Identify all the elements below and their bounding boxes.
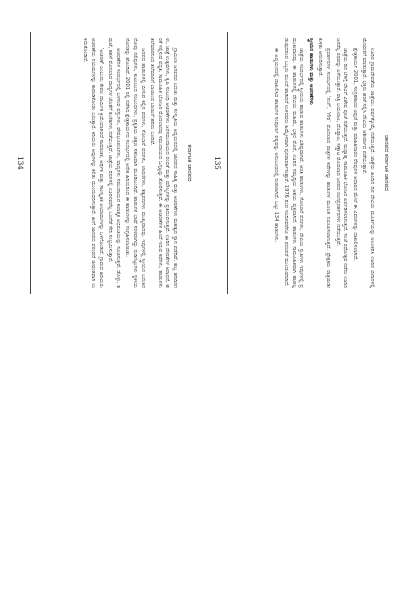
paragraph: ಗ್ರಾಮೀಣ ಜನಪದರ ಬದುಕು ಮತ್ತು ಸಂಸ್ಕೃತಿಯ ಅಧ್ಯಯನದಲ್ಲಿ ಜಾನಪದ ಸಾಹಿತ್ಯ ಮತ್ತು ಆಚರಣೆಗಳು ಮಹತ್ವದ ಸ್ಥಾನ ಪಡೆದಿವೆ. ಹಬ್ಬ ಹರಿದಿನಗಳು, ಜಾತ್ರೆ ಉತ್ಸವಗಳು, ಕೃಷಿ ಸಂಬಂಧಿ ಆಚರಣೆಗಳು ಜನಸಮುದಾಯದ ನಂಬಿಕೆ ಮತ್ತು ಮೌಲ್ಯಗಳನ್ನು ಪ್ರತಿಬಿಂಬಿಸುತ್ತವೆ. ಊರಿನ ದೇವತೆಗಳ ಆರಾಧನೆ, ಹರಕೆ ಸಲ್ಲಿಸುವ ಪದ್ಧತಿ, ಸಾಮೂಹಿಕ ಭೋಜನ ಮೊದಲಾದವು ಸಮುದಾಯದ ಒಗ್ಗಟ್ಟನ್ನು ತೋರಿಸುತ್ತವೆ. ಈ ಆಚರಣೆಗಳ ಹಿಂದೆ ಇರುವ ಕಥೆಗಳು, ಹಾಡುಗಳು ತಲೆಮಾರಿನಿಂದ ತಲೆಮಾರಿಗೆ ಬಾಯಿಂದ ಬಾಯಿಗೆ ಹರಿದು ಬಂದಿವೆ. — [149, 38, 178, 288]
page-body — [34, 38, 178, 288]
paragraph: ಊರಿನ ಗ್ರಾಮದೇವತೆಯ ಜಾತ್ರೆಯು ವರ್ಷಕ್ಕೊಮ್ಮೆ ನಡೆಯುತ್ತದೆ. ಜಾತ್ರೆಯ ಹಿಂದಿನ ದಿನ ದೇವಿಯ ಮೂರ್ತಿಯನ್ನು ಅಲಂಕರಿಸಿ ಊರಿನ ಬೀದಿಗಳಲ್ಲಿ ಮೆರವಣಿಗೆ ಮಾಡುತ್ತಾರೆ. ಭಕ್ತರು ಹರಕೆ ಸಲ್ಲಿಸಿ ದೇವಿಯ ಆಶೀರ್ವಾದ ಪಡೆಯುತ್ತಾರೆ. — [361, 38, 375, 288]
page-header: ಜಾನಪದ ಕರ್ನಾಟಕ ಜಾನಪದ — [383, 134, 390, 192]
footer-rule — [30, 32, 31, 294]
paragraph: ಈ ಅಧ್ಯಯನದಲ್ಲಿ ದಾಖಲಿಸಿದ ಹಾಡುಗಳ ಸಂಪೂರ್ಣ ಪಠ್ಯವನ್ನು ಅನುಬಂಧದಲ್ಲಿ ನೀಡಲಾಗಿದೆ. ಒಟ್ಟು 134 ಹಾಡುಗಳು. — [273, 48, 280, 243]
paragraph: ಕ್ಷೇತ್ರಕಾರ್ಯ 2001, ಸಂಗ್ರಹಕಾರರ ಟಿಪ್ಪಣಿ ಮತ್ತು ಮಾಹಿತಿದಾರರ ನೆನಪುಗಳ ಆಧಾರದ ಮೇಲೆ ಈ ವಿವರಗಳನ್ನು ದಾಖಲಿಸಲಾಗಿದೆ. — [351, 48, 358, 261]
section-heading: ಸ್ತ್ರೀಯರ ಹಾಡುಗಳು ಮತ್ತು ಆಚರಣೆಗಳು — [307, 38, 314, 105]
paragraph: ಜನಪದ ಹಾಡುಗಳಲ್ಲಿ ಬೀಸುವ ಕಲ್ಲಿನ ಪದಗಳು, ಸೋಬಾನೆ ಪದಗಳು, ಲಾವಣಿಗಳು, ತತ್ವಪದಗಳು ಮುಖ್ಯವಾದವು. ಇವುಗಳಲ್ಲಿ ಸ್ತ್ರೀಯರ ಬದುಕಿನ ನೋವು ನಲಿವುಗಳು, ಕುಟುಂಬದ ಸಂಬಂಧಗಳು, ಪ್ರಕೃತಿಯ ಚಿತ್ರಣ ಸಹಜವಾಗಿ ಮೂಡಿಬಂದಿವೆ. ಹಾಡುಗಳ ಭಾಷೆ ಸರಳವಾಗಿದ್ದು ನುಡಿಗಟ್ಟುಗಳು ಸ್ಥಳೀಯ ಸೊಗಡನ್ನು ಹೊಂದಿವೆ. 2001 ರಲ್ಲಿ ನಡೆಸಿದ ಕ್ಷೇತ್ರಕಾರ್ಯದ ಸಂದರ್ಭದಲ್ಲಿ ಅನೇಕ ಹಿರಿಯರಿಂದ ಈ ಹಾಡುಗಳನ್ನು ಸಂಗ್ರಹಿಸಲಾಯಿತು. — [124, 38, 146, 288]
page-right — [211, 32, 393, 294]
page-left — [14, 32, 196, 294]
paragraph: 'ಆಚರಣೆ' ಎಂಬುದು ಕೇವಲ ಧಾರ್ಮಿಕ ಕ್ರಿಯೆಯಾಗಿರದೆ ಸಾಮಾಜಿಕ, ಆರ್ಥಿಕ ಮತ್ತು ಸಾಂಸ್ಕೃತಿಕ ಆಯಾಮಗಳನ್ನು ಒಳಗೊಂಡಿದೆ. ಗ್ರಾಮದ ಹಿರಿಯರು ಆಚರಣೆಯ ನಿಯಮಗಳನ್ನು ಕಾಪಾಡಿಕೊಂಡು ಬರುತ್ತಾರೆ. ಕಿರಿಯರು ಅವುಗಳನ್ನು ಕಲಿತು ಮುಂದುವರಿಸುತ್ತಾರೆ. ಹೀಗೆ ಜಾನಪದ ಪರಂಪರೆ ಜೀವಂತವಾಗಿ ಉಳಿದುಕೊಂಡಿದೆ. — [82, 38, 104, 288]
paragraph: ಜಾತ್ರೆಯ ಸಂದರ್ಭದಲ್ಲಿ ಸ್ತ್ರೀಯರು ಹಾಡುವ ಹಾಡುಗಳು ವಿಶಿಷ್ಟವಾಗಿವೆ. ಆರತಿ ಹಾಡುಗಳು, ಸೋಬಾನೆ ಪದಗಳು, ದೇವಿಯ ಸ್ತುತಿಗಳು ಇವುಗಳಲ್ಲಿ ಪ್ರಮುಖವಾದವು. ಈ ಹಾಡುಗಳಲ್ಲಿ ದೇವಿಯ ಮಹಿಮೆ, ಭಕ್ತರ ಮೊರೆ, ಊರಿನ ಸಮೃದ್ಧಿಯ ಆಶಯ ವ್ಯಕ್ತವಾಗಿದೆ. ಹಾಡುಗಳು ಸಾಮೂಹಿಕವಾಗಿ ಹಾಡಲ್ಪಡುವುದರಿಂದ ಒಬ್ಬರು ಮುಂದೆ ಹಾಡಿದರೆ ಉಳಿದವರು ಹಿಮ್ಮೇಳವಾಗಿ ಪುನರಾವರ್ತಿಸುತ್ತಾರೆ. 1976 ರಿಂದ ಇಂದಿನವರೆಗೂ ಈ ಪರಂಪರೆ ಮುಂದುವರಿದಿದೆ. — [283, 38, 305, 288]
page-number: 135 — [213, 156, 221, 170]
page-header: ಕರ್ನಾಟಕ ಜಾನಪದ — [186, 144, 193, 182]
footer-rule — [227, 32, 228, 294]
paragraph: ಜಾತ್ರೆಯ ದಿನ ಬೆಳಿಗ್ಗೆ ದೇವಿಗೆ ವಿಶೇಷ ಪೂಜೆ ನಡೆಯುತ್ತದೆ. ಮಧ್ಯಾಹ್ನ ಸಾಮೂಹಿಕ ಭೋಜನ ಏರ್ಪಡಿಸಲಾಗುತ್ತದೆ. ಸಂಜೆ ರಥೋತ್ಸವ ನಡೆದು ಊರಿನ ಜನರೆಲ್ಲ ರಥವನ್ನು ಎಳೆಯುತ್ತಾರೆ. ರಾತ್ರಿ ಬಯಲಾಟ, ದೊಡ್ಡಾಟ, ಸಣ್ಣಾಟ ಮೊದಲಾದ ಜನಪದ ರಂಗಪ್ರದರ್ಶನಗಳು ನಡೆಯುತ್ತವೆ. — [334, 38, 349, 288]
paragraph: ಪ್ರದರ್ಶನಗಳ ಸಂದರ್ಭದಲ್ಲಿ 'ಗಂಗೆ', 'ಗೌರಿ' ಮೊದಲಾದ ಪಾತ್ರಗಳ ಕಥೆಗಳನ್ನು ಹಾಡುಗಳ ಮೂಲಕ ನಿರೂಪಿಸಲಾಗುತ್ತದೆ. ಪ್ರೇಕ್ಷಕರು ರಾತ್ರಿಯಿಡೀ ಕುಳಿತು ಆನಂದಿಸುತ್ತಾರೆ. — [317, 38, 332, 288]
page-body — [231, 38, 375, 288]
paragraph: ಆಚರಣೆಗಳ ಸಂದರ್ಭದಲ್ಲಿ ಬಳಸುವ ವಸ್ತುಗಳು, ವೇಷಭೂಷಣಗಳು, ವಾದ್ಯಗಳು ಸಮುದಾಯದ ಕಲಾತ್ಮಕ ಅಭಿರುಚಿಯನ್ನು ಸೂಚಿಸುತ್ತವೆ. ಡೊಳ್ಳು, ತಮಟೆ, ಕಹಳೆ ಮೊದಲಾದ ವಾದ್ಯಗಳ ಜೊತೆಗೆ ಕುಣಿತಗಳು ನಡೆಯುತ್ತವೆ. ಜಾತ್ರೆಯ ದಿನಗಳಲ್ಲಿ ಊರಿನವರೆಲ್ಲ ಒಂದೆಡೆ ಸೇರಿ ಸಂಭ್ರಮಿಸುತ್ತಾರೆ. — [107, 38, 121, 288]
page-number: 134 — [16, 156, 24, 170]
